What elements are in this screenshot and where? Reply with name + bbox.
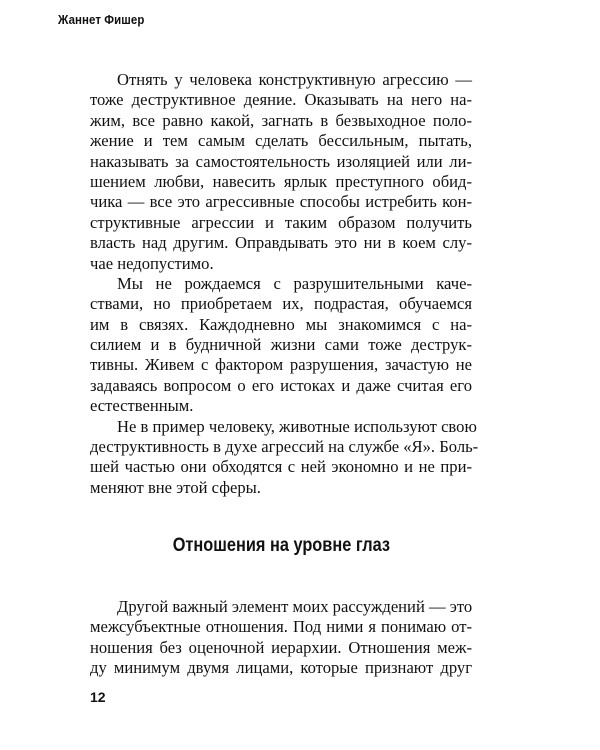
text-line: жение и тем самым сделать бессильным, пытать, xyxy=(90,131,472,151)
text-line: чика — все это агрессивные способы истребить кон- xyxy=(90,192,472,212)
text-line: силием и в будничной жизни сами тоже деструк- xyxy=(90,335,472,355)
body-text-bottom xyxy=(90,597,472,679)
body-text-top xyxy=(90,70,479,498)
text-line: наказывать за самостоятельность изоляцией или ли- xyxy=(90,151,472,171)
text-line: ствами, но приобретаем их, подрастая, обучаемся xyxy=(90,294,472,314)
text-line: тоже деструктивное деяние. Оказывать на него на- xyxy=(90,90,472,110)
text-line: жим, все равно какой, загнать в безвыходное поло- xyxy=(90,110,472,130)
text-line: тивны. Живем с фактором разрушения, зачастую не xyxy=(90,355,472,375)
text-line: Мы не рождаемся с разрушительными каче- xyxy=(117,273,472,293)
text-line: межсубъектные отношения. Под ними я понимаю от- xyxy=(90,617,472,637)
text-line: ду минимум двумя лицами, которые признают друг xyxy=(90,658,472,678)
text-line: чае недопустимо. xyxy=(90,253,214,273)
text-line: шей частью они обходятся с ней экономно и не при- xyxy=(90,457,472,477)
page-number: 12 xyxy=(90,689,106,705)
running-head: Жаннет Фишер xyxy=(58,12,145,27)
text-line: власть над другим. Оправдывать это ни в коем слу- xyxy=(90,233,472,253)
text-line: Не в пример человеку, животные используют свою xyxy=(117,416,477,436)
text-line: Отнять у человека конструктивную агрессию — xyxy=(117,70,472,89)
section-heading xyxy=(0,535,562,557)
text-line: ношения без оценочной иерархии. Отношения меж- xyxy=(90,637,472,657)
text-line: структивные агрессии и таким образом получить xyxy=(90,212,472,232)
text-line: Другой важный элемент моих рассуждений — это xyxy=(117,597,473,616)
text-line: естественным. xyxy=(90,396,194,416)
text-line: задаваясь вопросом о его истоках и даже считая его xyxy=(90,375,472,395)
section-heading-text: Отношения на уровне глаз xyxy=(172,535,390,556)
text-line: шением любви, навесить ярлык преступного обид- xyxy=(90,171,472,191)
text-line: деструктивность в духе агрессий на службе «Я». Боль- xyxy=(90,437,479,457)
text-line: им в связях. Каждодневно мы знакомимся с на- xyxy=(90,314,472,334)
text-line: меняют вне этой сферы. xyxy=(90,477,261,497)
